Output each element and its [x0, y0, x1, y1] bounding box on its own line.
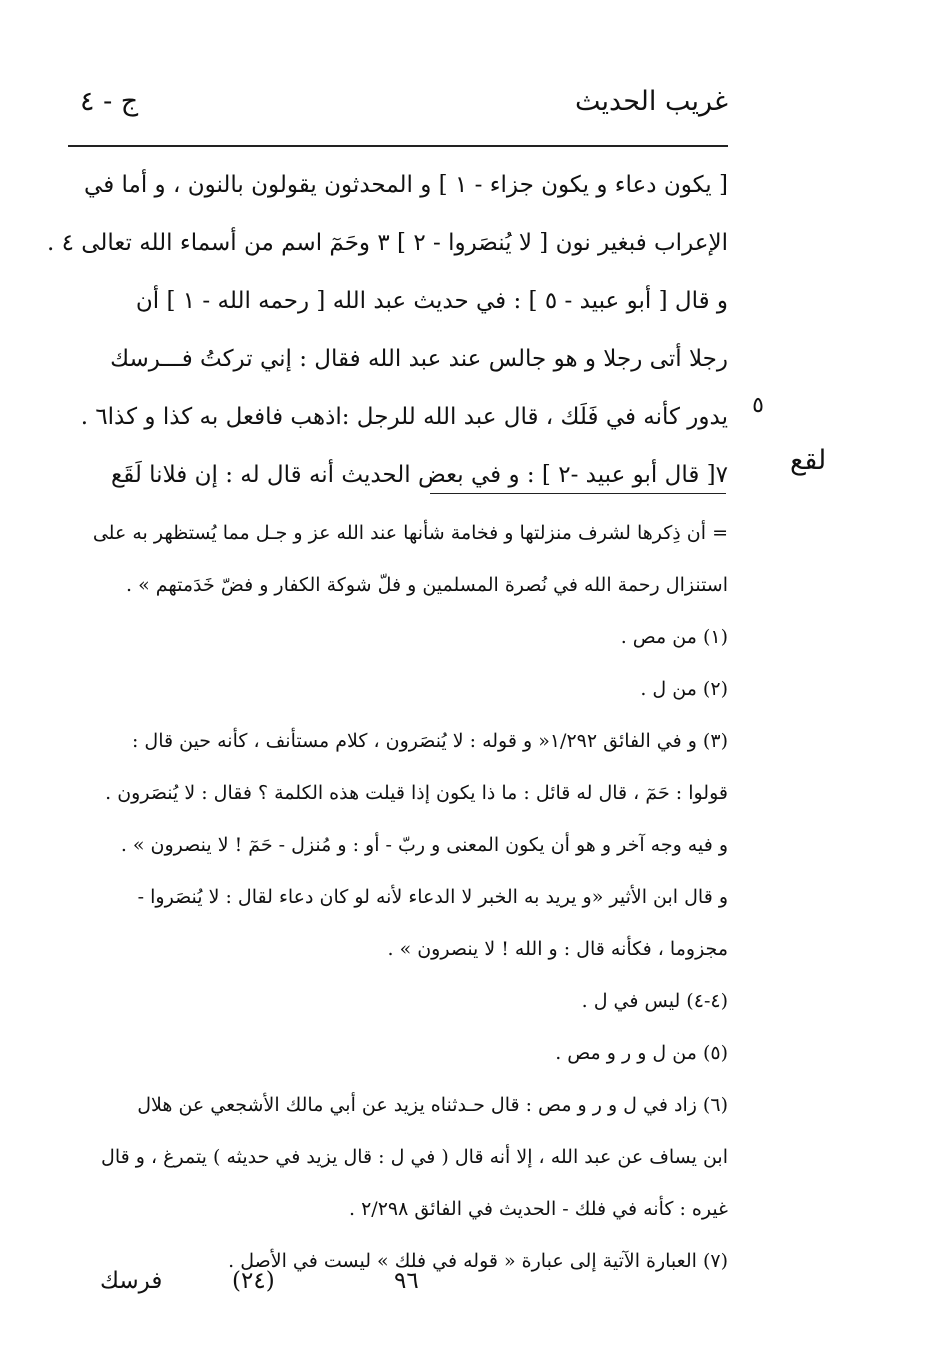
- main-text: [46, 156, 728, 504]
- footnote-line: غيره : كأنه في فلك - الحديث في الفائق ٢/٢٩٨ .: [349, 1198, 728, 1220]
- footnote-separator: [430, 493, 726, 494]
- main-line: رجلا أتى رجلا و هو جالس عند عبد الله فقال : إني تركتُ فـــرسك: [110, 346, 728, 372]
- footnote-line: مجزوما ، فكأنه قال : و الله ! لا ينصرون » .: [387, 938, 728, 960]
- main-line: الإعراب فبغير نون [ لا يُنصَروا - ٢ ] ٣ وحَمٓ اسم من أسماء الله تعالى ٤ .: [46, 230, 728, 256]
- main-line: و قال [ أبو عبيد - ٥ ] : في حديث عبد الله [ رحمه الله - ١ ] أن: [135, 288, 728, 314]
- footnote-line: = أن ذِكرها لشرف منزلتها و فخامة شأنها عند الله عز و جـل مما يُستظهر به على: [92, 522, 728, 544]
- main-line: يدور كأنه في فَلَك ، قال عبد الله للرجل :اذهب فافعل به كذا و كذا٦ .: [80, 404, 728, 430]
- main-line: [ يكون دعاء و يكون جزاء - ١ ] و المحدثون يقولون بالنون ، و أما في: [84, 172, 728, 198]
- footnote-line: (٢) من ل .: [640, 678, 728, 700]
- footnote-line: (٣) و في الفائق ١/٢٩٢« و قوله : لا يُنصَرون ، كلام مستأنف ، كأنه حين قال :: [131, 730, 728, 752]
- footnote-line: (١) من مص .: [620, 626, 728, 648]
- footnote-line: و قال ابن الأثير «و يريد به الخبر لا الدعاء لأنه لو كان دعاء لقال : لا يُنصَروا -: [137, 886, 728, 908]
- running-title: غريب الحديث: [575, 86, 728, 117]
- footnote-line: و فيه وجه آخر و هو أن يكون المعنى و ربّ - أو : و مُنزل - حَمٓ ! لا ينصرون » .: [120, 834, 728, 856]
- footnote-line: ابن يساف عن عبد الله ، إلا أنه قال ( في ل : قال يزيد في حديثه ) يتمرغ ، و قال: [101, 1146, 728, 1168]
- footnotes: [78, 507, 728, 1287]
- footnote-line: استنزال رحمة الله في نُصرة المسلمين و فلّ شوكة الكفار و فضّ خَدَمتهم » .: [126, 574, 728, 596]
- footnote-line: (٥) من ل و ر و مص .: [555, 1042, 728, 1064]
- gathering-number: (٢٤): [232, 1268, 275, 1294]
- catchword: فرسك: [100, 1268, 163, 1294]
- page-number: ٩٦: [394, 1268, 419, 1294]
- main-line: ٧[ قال أبو عبيد -٢ ] : و في بعض الحديث أنه قال له : إن فلانا لَقَع: [110, 462, 728, 488]
- footnote-line: (٤-٤) ليس في ل .: [581, 990, 728, 1012]
- footnote-line: قولوا : حَمٓ ، قال له قائل : ما ذا يكون إذا قيلت هذه الكلمة ؟ فقال : لا يُنصَرون .: [105, 782, 728, 804]
- footnote-line: (٦) زاد في ل و ر و مص : قال حـدثناه يزيد عن أبي مالك الأشجعي عن هلال: [137, 1094, 728, 1116]
- part-indicator: ج - ٤: [80, 86, 139, 117]
- margin-headword: لقع: [790, 445, 827, 476]
- header-rule: [68, 145, 728, 147]
- line-number: ٥: [752, 393, 764, 418]
- footnote-line: (٧) العبارة الآتية إلى عبارة « قوله في فلك » ليست في الأصل .: [228, 1250, 728, 1272]
